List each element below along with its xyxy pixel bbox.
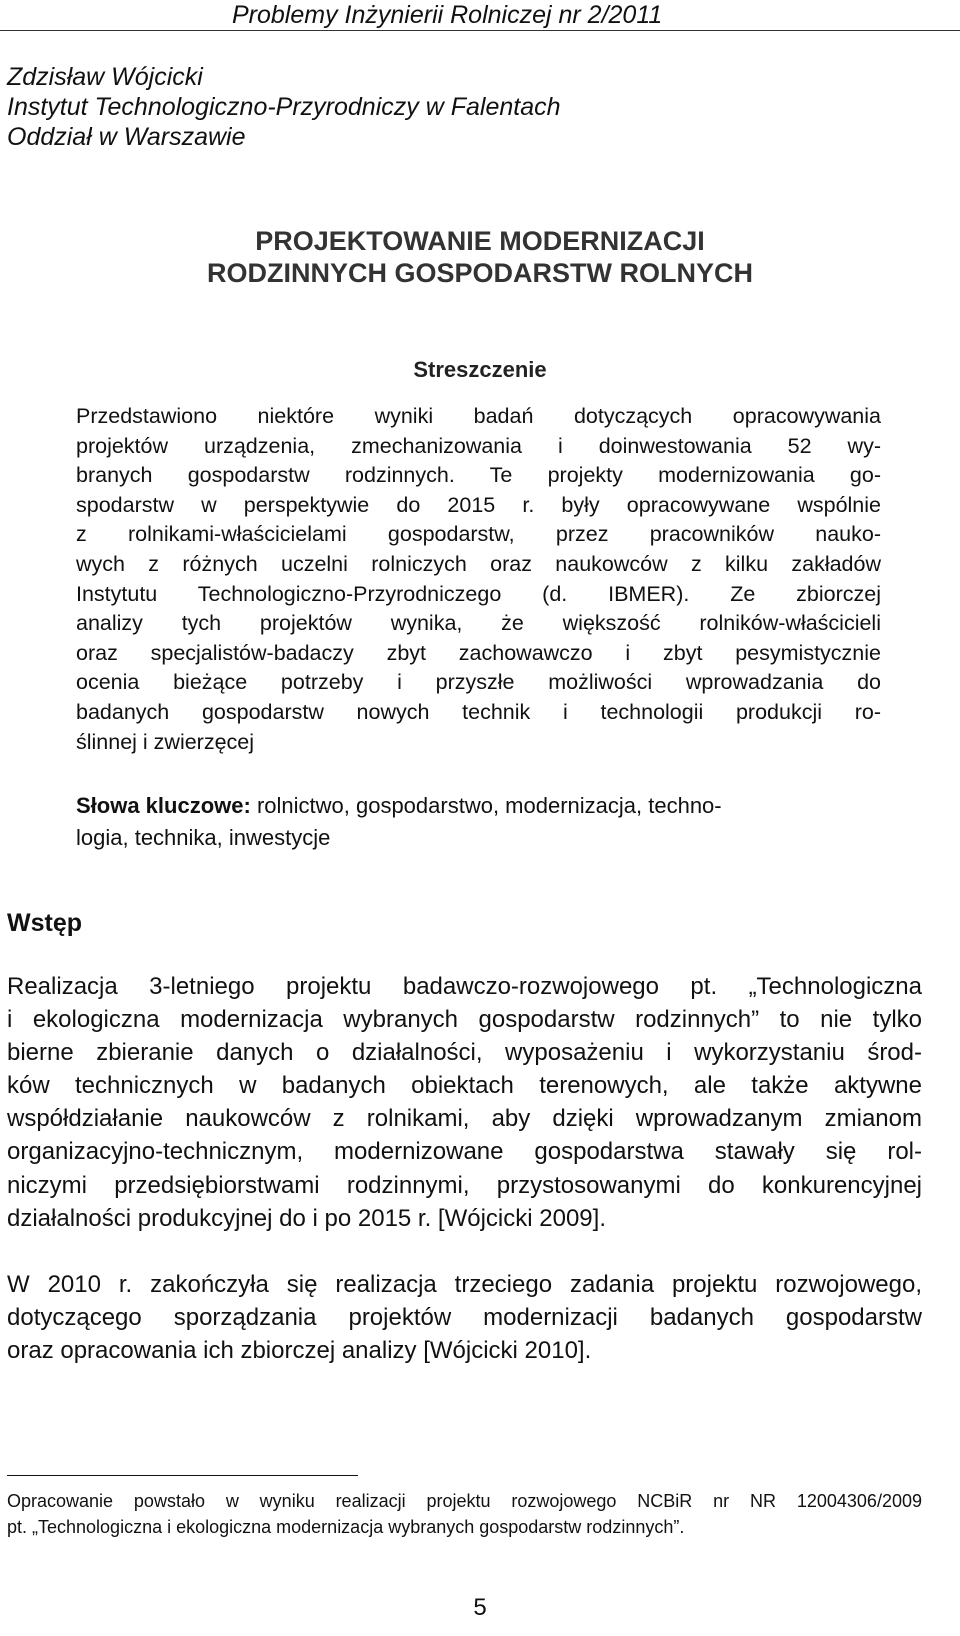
footnote (7, 1488, 922, 1540)
keywords-text-2: logia, technika, inwestycje (76, 825, 331, 850)
abstract-line: wych z różnych uczelni rolniczych oraz naukowców z kilku zakładów (76, 551, 881, 576)
intro-line: współdziałanie naukowców z rolnikami, aby dzięki wprowadzanym zmianom (7, 1105, 922, 1133)
footnote-rule (7, 1475, 358, 1476)
intro-line: bierne zbieranie danych o działalności, wyposażeniu i wykorzystaniu środ- (7, 1039, 922, 1067)
abstract-line: badanych gospodarstw nowych technik i technologii produkcji ro- (76, 699, 881, 724)
page-number: 5 (473, 1594, 487, 1621)
keywords-text-1: rolnictwo, gospodarstwo, modernizacja, techno- (250, 793, 722, 818)
intro-line: i ekologiczna modernizacja wybranych gospodarstw rodzinnych” to nie tylko (7, 1006, 922, 1034)
intro-line: Realizacja 3-letniego projektu badawczo-rozwojowego pt. „Technologiczna (7, 973, 922, 1000)
keywords-label: Słowa kluczowe: (76, 793, 251, 818)
footnote-line-1: Opracowanie powstało w wyniku realizacji projektu rozwojowego NCBiR nr NR 12004306/2009 (7, 1491, 922, 1511)
paper-title (0, 225, 960, 289)
abstract-line: projektów urządzenia, zmechanizowania i doinwestowania 52 wy- (76, 433, 881, 458)
abstract-line: spodarstw w perspektywie do 2015 r. były opracowywane wspólnie (76, 492, 881, 517)
author-institute: Instytut Technologiczno-Przyrodniczy w Falentach (7, 93, 561, 121)
paragraph-gap (7, 1235, 922, 1268)
author-name: Zdzisław Wójcicki (7, 63, 203, 91)
section-heading-intro: Wstęp (7, 909, 82, 937)
intro-text (7, 970, 922, 1367)
keywords (76, 790, 881, 854)
abstract-line: ślinnej i zwierzęcej (76, 729, 255, 754)
intro-line: organizacyjno-technicznym, modernizowane gospodarstwa stawały się rol- (7, 1138, 922, 1166)
intro-line: niczymi przedsiębiorstwami rodzinnymi, przystosowanymi do konkurencyjnej (7, 1171, 922, 1199)
footnote-line-2: pt. „Technologiczna i ekologiczna modernizacja wybranych gospodarstw rodzinnych”. (7, 1517, 685, 1537)
abstract-line: branych gospodarstw rodzinnych. Te projekty modernizowania go- (76, 463, 881, 488)
header-rule (0, 30, 960, 31)
title-line-2: RODZINNYCH GOSPODARSTW ROLNYCH (207, 258, 753, 288)
intro-line: W 2010 r. zakończyła się realizacja trzeciego zadania projektu rozwojowego, (7, 1270, 922, 1298)
abstract-line: Instytutu Technologiczno-Przyrodniczego (d. IBMER). Ze zbiorczej (76, 581, 881, 606)
author-branch: Oddział w Warszawie (7, 123, 246, 151)
abstract-line: Przedstawiono niektóre wyniki badań dotyczących opracowywania (76, 404, 881, 428)
abstract-line: oraz specjalistów-badaczy zbyt zachowawczo i zbyt pesymistycznie (76, 640, 881, 665)
title-line-1: PROJEKTOWANIE MODERNIZACJI (255, 226, 705, 256)
abstract-line: analizy tych projektów wynika, że większość rolników-właścicieli (76, 611, 881, 636)
intro-line: działalności produkcyjnej do i po 2015 r. [Wójcicki 2009]. (7, 1204, 606, 1232)
abstract-line: z rolnikami-właścicielami gospodarstw, przez pracowników nauko- (76, 522, 881, 547)
intro-line: oraz opracowania ich zbiorczej analizy [Wójcicki 2010]. (7, 1336, 592, 1364)
abstract-heading: Streszczenie (413, 357, 547, 382)
abstract-line: ocenia bieżące potrzeby i przyszłe możliwości wprowadzania do (76, 670, 881, 695)
abstract-text (76, 402, 881, 757)
intro-line: dotyczącego sporządzania projektów modernizacji badanych gospodarstw (7, 1303, 922, 1331)
intro-line: ków technicznych w badanych obiektach terenowych, ale także aktywne (7, 1072, 922, 1100)
journal-header: Problemy Inżynierii Rolniczej nr 2/2011 (232, 1, 663, 29)
author-block (7, 62, 561, 152)
